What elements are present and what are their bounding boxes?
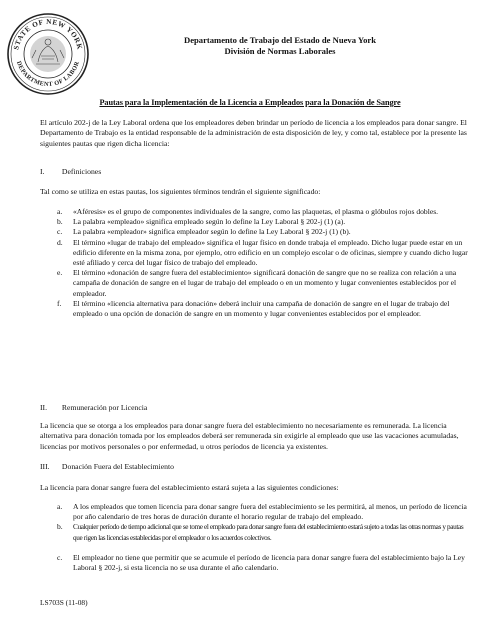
list-letter: c.	[57, 227, 63, 237]
list-text: El empleador no tiene que permitir que se acumule el período de licencia para donar sangre fuera del establecimiento bajo la Ley Laboral § 202-j, si esta licencia no se usa durante el año calendario.	[73, 552, 465, 573]
agency-name: Departamento de Trabajo del Estado de Nueva York	[183, 35, 376, 45]
conditions-list	[40, 502, 470, 573]
list-item	[40, 207, 470, 217]
list-item	[40, 502, 470, 522]
list-text: El término «lugar de trabajo del empleado» significa el lugar físico en donde trabaja el empleado. Dicho lugar puede estar en un edificio diferente en la misma zona, por ejemplo, otro edificio en un complejo escolar o de oficinas, siempre y cuando dicho lugar esté afiliado y cerca del lugar físico de trabajo del empleado.	[73, 237, 468, 268]
section-number: I.	[40, 167, 45, 176]
section-number: III.	[40, 462, 50, 471]
list-text: El término «licencia alternativa para donación» deberá incluir una campaña de donación de sangre en el lugar de trabajo del empleado o una opción de donación de sangre en un momento y lugar convenientes establecidos por el empleador.	[73, 298, 450, 319]
section-1-heading	[40, 167, 101, 177]
document-title: Pautas para la Implementación de la Licencia a Empleados para la Donación de Sangre	[99, 98, 401, 107]
list-item	[40, 553, 470, 573]
section-3-lead: La licencia para donar sangre fuera del establecimiento estará sujeta a las siguientes condiciones:	[40, 483, 339, 492]
list-item	[40, 238, 470, 269]
list-text: A los empleados que tomen licencia para donar sangre fuera del establecimiento se les permitirá, al menos, un período de licencia por año calendario de tres horas de duración durante el horario regular de trabajo del empleado.	[73, 502, 467, 522]
list-text: El término «donación de sangre fuera del establecimiento» significará donación de sangre que no se realiza con relación a una campaña de donación de sangre en el lugar de trabajo del empleado o en un momento y lugar convenientes establecidos por el empleador.	[73, 268, 457, 298]
section-2-heading	[40, 403, 147, 413]
list-letter: d.	[57, 237, 63, 247]
list-text: «Aféresis» es el grupo de componentes individuales de la sangre, como las plaquetas, el plasma o glóbulos rojos dobles.	[73, 207, 439, 216]
svg-text:STATE OF NEW YORK: STATE OF NEW YORK	[12, 17, 84, 51]
list-letter: c.	[57, 552, 63, 562]
list-item	[40, 217, 470, 227]
section-1-lead: Tal como se utiliza en estas pautas, los siguientes términos tendrán el siguiente significado:	[40, 187, 321, 196]
definitions-list	[40, 207, 470, 319]
section-2-paragraph: La licencia que se otorga a los empleados para donar sangre fuera del establecimiento no necesariamente es remunerada. La licencia alternativa para donación tomada por los empleados deberá ser remunerada sin exigirle al empleado que use las vacaciones acumuladas, licencias por motivos personales o por enfermedad, u otros períodos de licencia ya existentes.	[40, 421, 459, 451]
list-letter: e.	[57, 268, 63, 278]
svg-text:DEPARTMENT OF LABOR: DEPARTMENT OF LABOR	[15, 60, 81, 89]
section-number: II.	[40, 403, 48, 412]
list-letter: b.	[57, 522, 63, 532]
state-seal-icon	[6, 12, 90, 96]
list-letter: a.	[57, 207, 63, 216]
division-name: División de Normas Laborales	[224, 46, 336, 56]
list-letter: b.	[57, 217, 63, 227]
list-item	[40, 268, 470, 299]
section-3-heading	[40, 462, 174, 472]
list-text: La palabra «empleador» significa empleador según lo define la Ley Laboral § 202-j (1) (b).	[73, 227, 351, 237]
list-item	[40, 299, 470, 319]
intro-paragraph: El artículo 202-j de la Ley Laboral ordena que los empleadores deben brindar un período de licencia a los empleados para donar sangre. El Departamento de Trabajo es la entidad responsable de la administración de esta disposición de ley, y como tal, establece por la presente las siguientes pautas que rigen dicha licencia:	[40, 118, 467, 148]
list-item	[40, 522, 470, 542]
section-title: Definiciones	[61, 167, 102, 176]
list-text: La palabra «empleado» significa empleado según lo define la Ley Laboral § 202-j (1) (a).	[73, 217, 346, 227]
form-number: LS703S (11-08)	[40, 598, 88, 607]
list-text: Cualquier período de tiempo adicional que se tome el empleado para donar sangre fuera del establecimiento estará sujeto a todas las otras normas y pautas que rigen las licencias establecidas por el empleador o los acuerdos colectivos.	[73, 523, 464, 542]
section-title: Donación Fuera del Establecimiento	[61, 462, 174, 471]
list-letter: f.	[57, 298, 62, 308]
list-item	[40, 227, 470, 237]
list-letter: a.	[57, 502, 63, 511]
agency-header	[130, 35, 430, 57]
section-title: Remuneración por Licencia	[61, 403, 148, 412]
